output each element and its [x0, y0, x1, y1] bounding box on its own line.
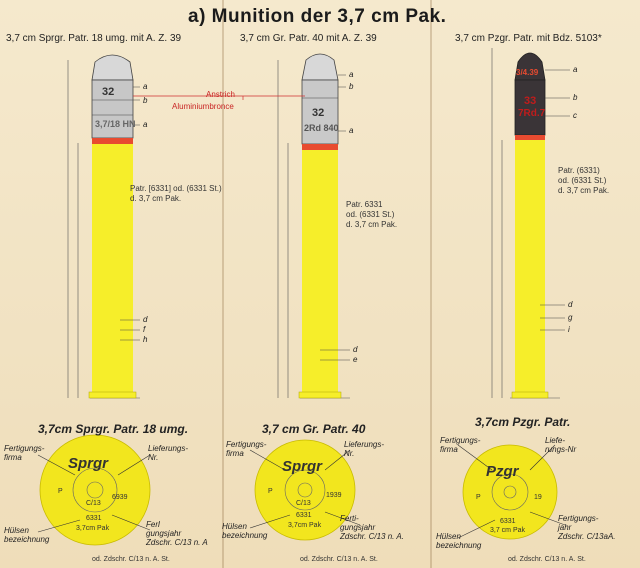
base-3-p-mark: P — [476, 494, 481, 501]
base-2-label-case: Hülsen bezeichnung — [222, 522, 268, 540]
callout-letter: d — [353, 345, 358, 354]
base-3-footer: od. Zdschr. C/13 n. A. St. — [508, 556, 586, 563]
callout-letter: h — [143, 335, 148, 344]
round-2-driving-band — [302, 144, 338, 150]
base-1-footer: od. Zdschr. C/13 n. A. St. — [92, 556, 170, 563]
round-2-nose-mark: 32 — [312, 107, 325, 119]
page-title: a) Munition der 3,7 cm Pak. — [188, 6, 447, 27]
round-1-casing-note-1: Patr. [6331] od. (6331 St.) — [130, 184, 222, 193]
leader-lines — [120, 70, 573, 360]
round-2-casing-note-3: d. 3,7 cm Pak. — [346, 220, 398, 229]
round-1-driving-band — [92, 138, 133, 144]
base-3-label-year: Fertigungs- jahr Zdschr. C/13aA. — [558, 514, 616, 541]
round-1-casing — [92, 144, 133, 394]
round-2-rim — [299, 392, 341, 398]
callout-letter: c — [573, 111, 577, 120]
base-1-lot-mark: 6939 — [112, 494, 128, 501]
callout-letter: b — [349, 82, 354, 91]
callout-letter: a — [349, 70, 354, 79]
callout-letter: a — [143, 82, 148, 91]
round-2-casing-note-1: Patr. 6331 — [346, 200, 383, 209]
base-1-label-case: Hülsen bezeichnung — [4, 526, 50, 544]
round-1-rim — [89, 392, 136, 398]
callout-letter: f — [143, 325, 146, 334]
header-round-3: 3,7 cm Pzgr. Patr. mit Bdz. 5103* — [455, 33, 602, 44]
paint-note-line1: Anstrich — [206, 90, 235, 99]
base-1-p-mark: P — [58, 488, 63, 495]
base-1-caliber-mark: 3,7cm Pak — [76, 525, 110, 532]
paint-note-line2: Aluminiumbronce — [172, 102, 234, 111]
callout-letter: i — [568, 325, 570, 334]
base-2-case-mark: 6331 — [296, 512, 312, 519]
round-3-rim — [512, 392, 548, 398]
round-2-nose-tip — [302, 54, 338, 80]
base-1-label-manufacturer: Fertigungs- firma — [4, 444, 45, 462]
round-3-casing-note-1: Patr. (6331) — [558, 166, 600, 175]
round-1-nose-mark: 32 — [102, 86, 115, 98]
round-2-casing-note-2: od. (6331 St.) — [346, 210, 395, 219]
round-2-casing — [302, 150, 338, 394]
header-round-2: 3,7 cm Gr. Patr. 40 mit A. Z. 39 — [240, 33, 377, 44]
base-title-3: 3,7cm Pzgr. Patr. — [475, 415, 571, 429]
round-1-casing-note-2: d. 3,7 cm Pak. — [130, 194, 182, 203]
base-3-label-manufacturer: Fertigungs- firma — [440, 436, 481, 454]
header-round-1: 3,7 cm Sprgr. Patr. 18 umg. mit A. Z. 39 — [6, 33, 182, 44]
callout-letter: b — [143, 96, 148, 105]
round-3-casing-note-2: od. (6331 St.) — [558, 176, 607, 185]
callout-letter: d — [568, 300, 573, 309]
round-3-red-mark-2: 7Rd.7 — [518, 108, 546, 119]
callout-letter: a — [143, 120, 148, 129]
base-1-label-delivery: Lieferungs- Nr. — [148, 444, 189, 462]
base-2-fuze-mark: C/13 — [296, 500, 311, 507]
base-1-label-year: Ferl gungsjahr Zdschr. C/13 n. A — [146, 520, 208, 547]
callout-letter: b — [573, 93, 578, 102]
base-3-type-mark: Pzgr — [486, 463, 519, 480]
round-2-cartridge — [299, 54, 341, 398]
base-title-2: 3,7 cm Gr. Patr. 40 — [262, 422, 366, 436]
round-1-body-mark: 3,7/18 HN — [95, 119, 136, 129]
base-3-case-mark: 6331 — [500, 518, 516, 525]
round-3-driving-band — [515, 135, 545, 140]
callout-letter: a — [349, 126, 354, 135]
callout-letter: d — [143, 315, 148, 324]
base-3-label-delivery: Liefe- rungs-Nr — [545, 436, 577, 454]
base-2-label-manufacturer: Fertigungs- firma — [226, 440, 267, 458]
base-2-caliber-mark: 3,7cm Pak — [288, 522, 322, 529]
callout-letter: g — [568, 313, 573, 322]
callout-letter: a — [573, 65, 578, 74]
round-3-casing-note-3: d. 3,7 cm Pak. — [558, 186, 610, 195]
callout-letter: e — [353, 355, 358, 364]
round-3-red-mark-1: 33 — [524, 95, 537, 107]
round-1-cartridge — [89, 55, 136, 398]
base-2-lot-mark: 1939 — [326, 492, 342, 499]
base-1-fuze-mark: C/13 — [86, 500, 101, 507]
base-2-label-year: Ferti- gungsjahr Zdschr. C/13 n. A. — [340, 514, 404, 541]
round-2-body-mark: 2Rd 840 — [304, 123, 339, 133]
round-3-casing — [515, 140, 545, 394]
base-2-type-mark: Sprgr — [282, 458, 323, 475]
base-title-1: 3,7cm Sprgr. Patr. 18 umg. — [38, 422, 189, 436]
base-1-case-mark: 6331 — [86, 515, 102, 522]
round-1-nose-tip — [92, 55, 133, 80]
base-2-footer: od. Zdschr. C/13 n. A. St. — [300, 556, 378, 563]
round-3-nose-mark: 3/4.39 — [516, 68, 539, 77]
base-3-caliber-mark: 3,7 cm Pak — [490, 527, 526, 534]
base-3-label-case: Hülsen bezeichnung — [436, 532, 482, 550]
base-2-p-mark: P — [268, 488, 273, 495]
base-3-lot-mark: 19 — [534, 494, 542, 501]
base-2-label-delivery: Lieferungs- Nr. — [344, 440, 385, 458]
base-1-type-mark: Sprgr — [68, 455, 109, 472]
